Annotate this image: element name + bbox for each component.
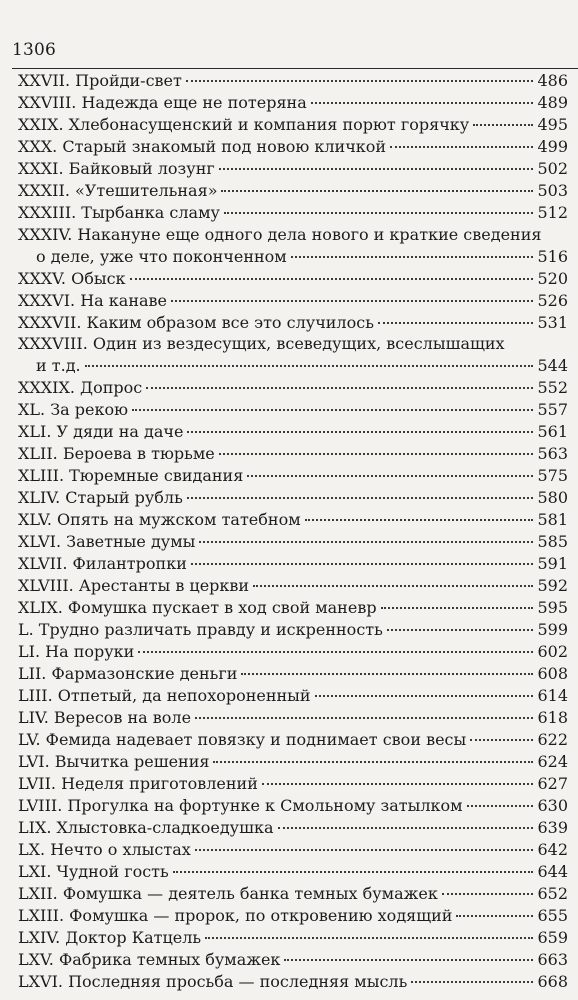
toc-entry-page: 585 [537, 532, 568, 552]
dot-leader [191, 549, 534, 565]
toc-entry [18, 333, 568, 377]
toc-entry-title: XLVII. Филантропки [18, 554, 187, 574]
dot-leader [187, 417, 533, 433]
toc-entry-title: XXXVIII. Один из вездесущих, всеведущих, всеслышащих [18, 334, 505, 354]
toc-entry-page: 580 [537, 488, 568, 508]
toc-entry-title: XXXVI. На канаве [18, 290, 168, 310]
toc-entry-title: LIV. Вересов на воле [18, 708, 192, 728]
page-number: 1306 [12, 40, 57, 60]
dot-leader [132, 395, 533, 411]
toc-entry-page: 642 [537, 840, 568, 860]
dot-leader [253, 571, 533, 587]
toc-entry-page: 595 [537, 598, 568, 618]
toc-entry-page: 563 [537, 444, 568, 464]
dot-leader [278, 813, 534, 829]
toc-entry-page: 561 [537, 422, 568, 442]
dot-leader [186, 66, 534, 82]
table-of-contents [18, 70, 568, 993]
dot-leader [224, 198, 534, 214]
dot-leader [146, 373, 533, 389]
toc-entry [18, 202, 568, 224]
dot-leader [473, 110, 533, 126]
toc-entry-title: XXXII. «Утешительная» [18, 181, 218, 201]
dot-leader [130, 263, 534, 279]
toc-entry-page: 520 [537, 268, 568, 288]
toc-entry-title: XXVIII. Надежда еще не потеряна [18, 93, 307, 113]
toc-entry-title: XXXV. Обыск [18, 268, 126, 288]
toc-entry-title: XLI. У дяди на даче [18, 422, 184, 442]
toc-entry-page: 499 [537, 137, 568, 157]
toc-entry-page: 575 [537, 466, 568, 486]
toc-entry-title: LVI. Вычитка решения [18, 752, 210, 772]
toc-entry-title: XLVI. Заветные думы [18, 532, 196, 552]
dot-leader [381, 593, 534, 609]
toc-entry-title-continued: о деле, уже что поконченном [36, 246, 287, 266]
toc-entry-title: XXX. Старый знакомый под новою кличкой [18, 137, 387, 157]
toc-entry-title: XLIV. Старый рубль [18, 488, 183, 508]
dot-leader [305, 505, 534, 521]
toc-entry-title: LX. Нечто о хлыстах [18, 840, 191, 860]
toc-entry-page: 624 [537, 752, 568, 772]
dot-leader [456, 901, 533, 917]
dot-leader [311, 88, 534, 104]
dot-leader [241, 659, 533, 675]
toc-entry-page: 652 [537, 884, 568, 904]
toc-entry-page: 531 [537, 312, 568, 332]
toc-entry-page: 644 [537, 862, 568, 882]
toc-entry-page: 622 [537, 730, 568, 750]
toc-entry-title: LXIII. Фомушка — пророк, по откровению ходящий [18, 906, 453, 926]
toc-entry-page: 668 [537, 971, 568, 991]
toc-entry-page: 503 [537, 181, 568, 201]
toc-entry-page: 489 [537, 93, 568, 113]
toc-entry-title: XXXVII. Каким образом все это случилось [18, 312, 374, 332]
dot-leader [187, 483, 534, 499]
dot-leader [138, 637, 533, 653]
toc-entry-title: LV. Фемида надевает повязку и поднимает свои весы [18, 730, 467, 750]
dot-leader [387, 615, 534, 631]
dot-leader [195, 835, 534, 851]
toc-entry-title: LIII. Отпетый, да непохороненный [18, 686, 311, 706]
toc-entry-page: 599 [537, 620, 568, 640]
toc-entry-title: LXVI. Последняя просьба — последняя мысль [18, 971, 408, 991]
dot-leader [470, 725, 533, 741]
toc-entry-title: LXI. Чудной гость [18, 862, 169, 882]
dot-leader [205, 923, 533, 939]
toc-entry-page: 512 [537, 203, 568, 223]
dot-leader [442, 879, 534, 895]
toc-entry-page: 544 [537, 356, 568, 376]
toc-entry-page: 502 [537, 159, 568, 179]
dot-leader [291, 241, 534, 257]
toc-entry-page: 592 [537, 576, 568, 596]
toc-entry-title: LXII. Фомушка — деятель банка темных бумажек [18, 884, 438, 904]
toc-entry-page: 663 [537, 949, 568, 969]
toc-entry-title: L. Трудно различать правду и искренность [18, 620, 383, 640]
toc-entry-page: 630 [537, 796, 568, 816]
dot-leader [378, 307, 534, 323]
dot-leader [171, 285, 533, 301]
toc-entry-title: LXV. Фабрика темных бумажек [18, 949, 281, 969]
toc-entry-page: 659 [537, 928, 568, 947]
toc-entry-title: XLV. Опять на мужском татебном [18, 510, 301, 530]
dot-leader [284, 945, 533, 961]
toc-entry-title: XLII. Бероева в тюрьме [18, 444, 215, 464]
toc-entry-title: LI. На поруки [18, 642, 135, 662]
toc-entry-title: LIX. Хлыстовка-сладкоедушка [18, 818, 274, 838]
toc-entry [18, 224, 568, 268]
toc-entry-title: XLIX. Фомушка пускает в ход свой маневр [18, 598, 377, 618]
toc-entry [18, 971, 568, 993]
toc-entry-title-continued: и т.д. [36, 356, 81, 376]
dot-leader [195, 703, 533, 719]
dot-leader [262, 769, 534, 785]
toc-entry-title: XXXIV. Накануне еще одного дела нового и краткие сведения [18, 224, 542, 244]
toc-entry-title: XXIX. Хлебонасущенский и компания порют горячку [18, 115, 470, 135]
toc-entry-title: XLVIII. Арестанты в церкви [18, 576, 250, 596]
toc-entry-title: XXXIX. Допрос [18, 378, 143, 398]
toc-entry-page: 581 [537, 510, 568, 530]
toc-entry-page: 557 [537, 400, 568, 420]
dot-leader [199, 527, 533, 543]
toc-entry-page: 516 [537, 246, 568, 266]
toc-entry-title: XXXIII. Тырбанка сламу [18, 203, 220, 223]
toc-entry-title: LVIII. Прогулка на фортунке к Смольному затылком [18, 796, 463, 816]
toc-entry-title: XLIII. Тюремные свидания [18, 466, 244, 486]
toc-entry-title: LXIV. Доктор Катцель [18, 928, 202, 947]
toc-entry-title: LII. Фармазонские деньги [18, 664, 238, 684]
toc-entry-title: XXXI. Байковый лозунг [18, 159, 215, 179]
toc-entry-title: LVII. Неделя приготовлений [18, 774, 258, 794]
toc-entry-page: 614 [537, 686, 568, 706]
dot-leader [247, 461, 533, 477]
dot-leader [390, 132, 533, 148]
dot-leader [219, 154, 534, 170]
toc-entry-page: 495 [537, 115, 568, 135]
dot-leader [411, 967, 533, 983]
dot-leader [315, 681, 534, 697]
dot-leader [467, 791, 534, 807]
toc-entry-page: 618 [537, 708, 568, 728]
toc-entry-page: 627 [537, 774, 568, 794]
toc-entry-page: 608 [537, 664, 568, 684]
toc-entry-page: 526 [537, 290, 568, 310]
toc-entry-page: 655 [537, 906, 568, 926]
dot-leader [173, 857, 534, 873]
dot-leader [85, 351, 534, 367]
toc-entry-page: 552 [537, 378, 568, 398]
toc-entry [18, 311, 568, 333]
toc-entry-title: XL. За рекою [18, 400, 129, 420]
toc-entry-title: XXVII. Пройди-свет [18, 71, 182, 91]
dot-leader [221, 176, 533, 192]
toc-entry-page: 639 [537, 818, 568, 838]
toc-entry-page: 486 [537, 71, 568, 91]
dot-leader [219, 439, 534, 455]
dot-leader [213, 747, 533, 763]
toc-entry-page: 591 [537, 554, 568, 574]
toc-entry-page: 602 [537, 642, 568, 662]
